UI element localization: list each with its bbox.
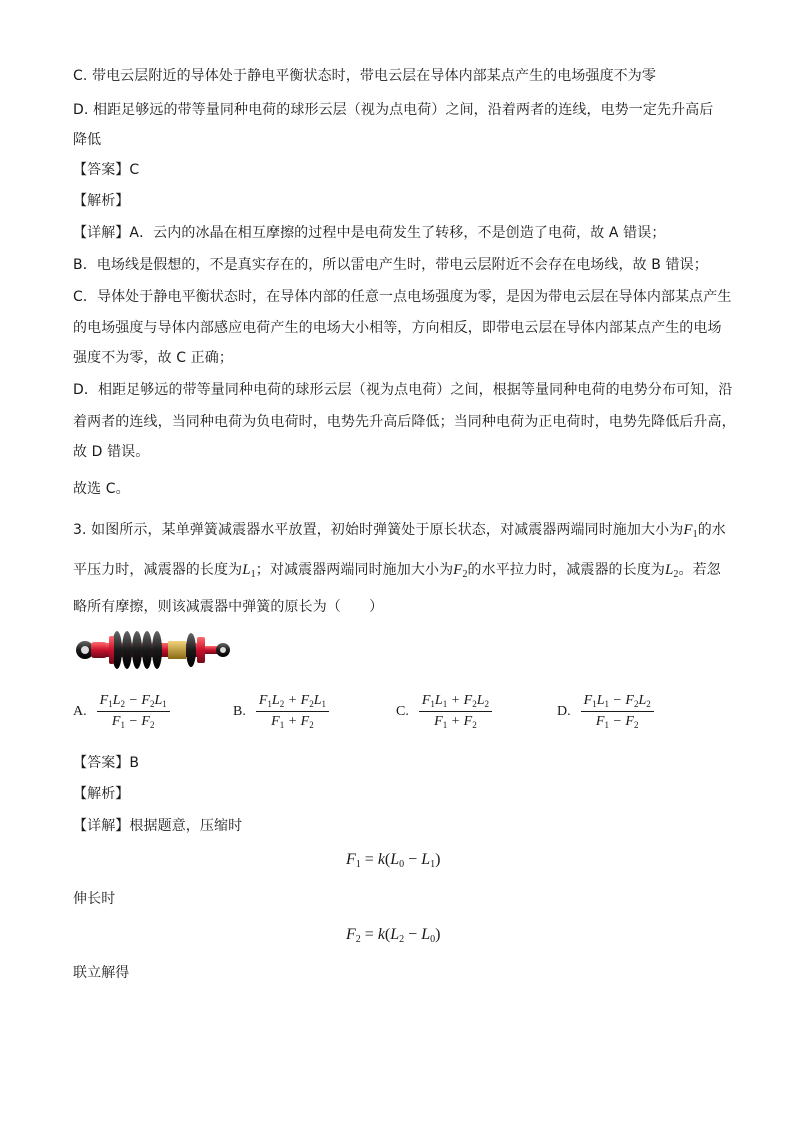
q3-text-2c: 的水平拉力时，减震器的长度为 xyxy=(467,562,665,578)
option-c-fraction: $\frac{F_1L_1 + F_2L_2}{F_1 + F_2}$ xyxy=(419,693,492,730)
answer-label: 【答案】C xyxy=(73,162,140,178)
question-3-line-1 xyxy=(73,521,726,544)
equation-stretch: $F_2 = k(L_2 - L_0)$ xyxy=(346,926,441,945)
option-d-text-1: D. 相距足够远的带等量同种电荷的球形云层（视为点电荷）之间，沿着两者的连线，电势一定先升高后 xyxy=(73,102,714,118)
detail-d-2: 着两者的连线，当同种电荷为负电荷时，电势先升高后降低；当同种电荷为正电荷时，电势先降低后升高， xyxy=(73,414,736,430)
option-b[interactable] xyxy=(233,693,329,730)
option-b-label: B. xyxy=(233,703,246,719)
question-3-line-3: 略所有摩擦，则该减震器中弹簧的原长为（ ） xyxy=(73,599,384,615)
solve-text: 联立解得 xyxy=(73,965,130,981)
equation-compression: $F_1 = k(L_0 - L_1)$ xyxy=(346,851,441,870)
analysis-3-label: 【解析】 xyxy=(73,786,130,802)
answer-3-label: 【答案】B xyxy=(73,755,140,771)
option-d-text-2: 降低 xyxy=(73,132,102,148)
analysis-label: 【解析】 xyxy=(73,193,130,209)
detail-a: 【详解】A．云内的冰晶在相互摩擦的过程中是电荷发生了转移，不是创造了电荷，故 A 错误； xyxy=(73,225,666,241)
option-a-fraction: $\frac{F_1L_2 - F_2L_1}{F_1 - F_2}$ xyxy=(97,693,170,730)
detail-c-1: C．导体处于静电平衡状态时，在导体内部的任意一点电场强度为零，是因为带电云层在导体内部某点产生 xyxy=(73,289,732,305)
shock-absorber-icon xyxy=(73,628,233,672)
option-c[interactable] xyxy=(396,693,492,730)
detail-c-3: 强度不为零，故 C 正确； xyxy=(73,350,233,366)
symbol-l2: $L_2$ xyxy=(664,562,679,580)
q3-text-2b: ；对减震器两端同时施加大小为 xyxy=(255,562,454,578)
option-d-label: D. xyxy=(557,703,571,719)
option-d[interactable] xyxy=(557,693,654,730)
q3-text-1b: 的水 xyxy=(697,522,726,538)
conclusion-text: 故选 C。 xyxy=(73,481,130,497)
symbol-f1: $F_1$ xyxy=(683,522,698,540)
option-a-label: A. xyxy=(73,703,87,719)
detail-3-text: 【详解】根据题意，压缩时 xyxy=(73,818,243,834)
symbol-f2: $F_2$ xyxy=(453,562,468,580)
option-c-label: C. xyxy=(396,703,409,719)
detail-d-3: 故 D 错误。 xyxy=(73,444,150,460)
option-c-text: C. 带电云层附近的导体处于静电平衡状态时，带电云层在导体内部某点产生的电场强度不为零 xyxy=(73,68,656,84)
q3-text-2d: 。若忽 xyxy=(678,562,721,578)
q3-text-2a: 平压力时，减震器的长度为 xyxy=(73,562,243,578)
option-b-fraction: $\frac{F_1L_2 + F_2L_1}{F_1 + F_2}$ xyxy=(256,693,329,730)
stretch-text: 伸长时 xyxy=(73,891,116,907)
detail-d-1: D．相距足够远的带等量同种电荷的球形云层（视为点电荷）之间，根据等量同种电荷的电势分布可知，沿 xyxy=(73,382,733,398)
option-a[interactable] xyxy=(73,693,170,730)
detail-b: B．电场线是假想的，不是真实存在的，所以雷电产生时，带电云层附近不会存在电场线，故 B 错误； xyxy=(73,257,708,273)
option-d-fraction: $\frac{F_1L_1 - F_2L_2}{F_1 - F_2}$ xyxy=(581,693,654,730)
q3-text-1a: 3. 如图所示，某单弹簧减震器水平放置，初始时弹簧处于原长状态，对减震器两端同时施加大小为 xyxy=(73,522,684,538)
detail-c-2: 的电场强度与导体内部感应电荷产生的电场大小相等，方向相反，即带电云层在导体内部某点产生的电场 xyxy=(73,320,722,336)
question-3-line-2 xyxy=(73,561,721,584)
symbol-l1: $L_1$ xyxy=(242,562,256,580)
